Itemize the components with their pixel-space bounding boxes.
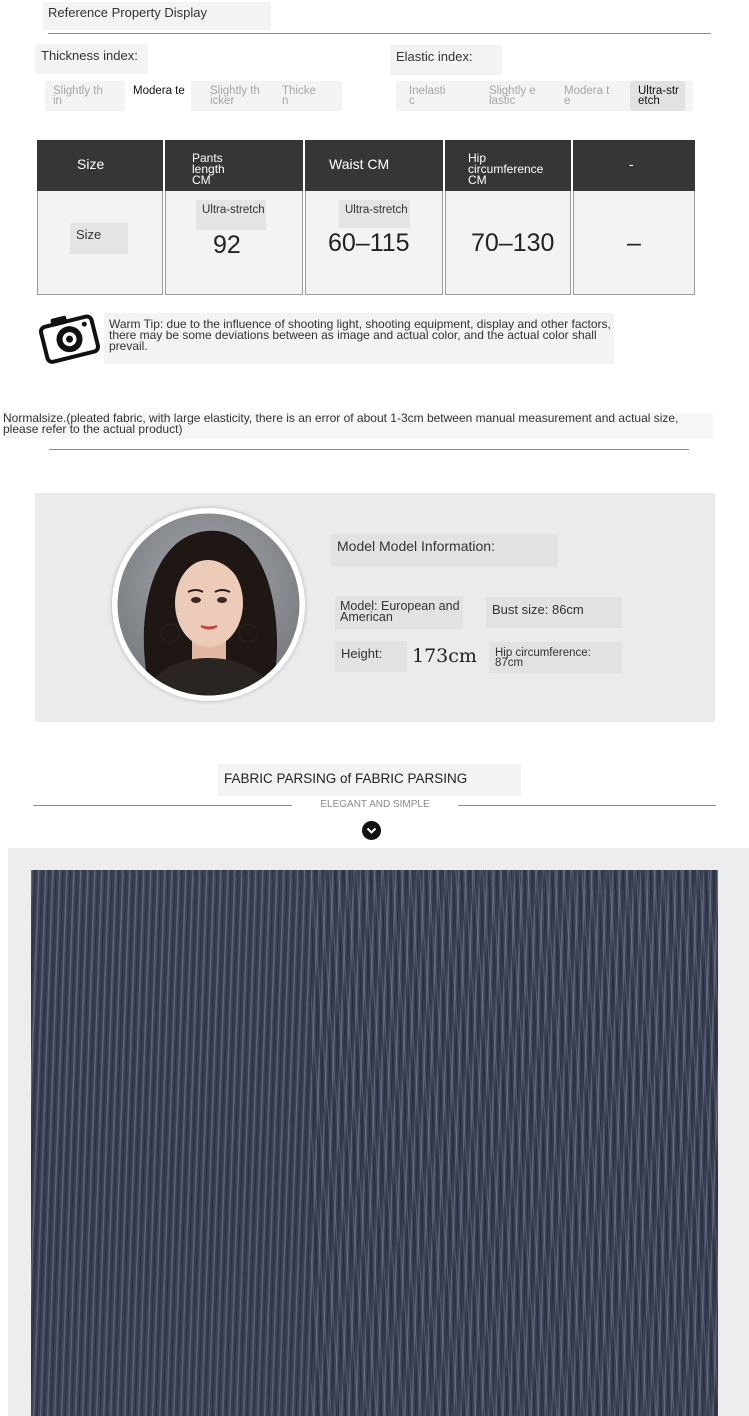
thickness-option-moderate: Modera te xyxy=(125,81,191,111)
cell-waist xyxy=(305,191,443,295)
waist-tag: Ultra-stretch xyxy=(339,200,410,228)
elastic-option-slightly-elastic: Slightly elastic xyxy=(489,85,536,107)
elastic-option-ultra-stretch: Ultra-stretch xyxy=(630,81,685,111)
fabric-image xyxy=(31,870,718,1416)
divider xyxy=(49,449,689,450)
hip-value: 70–130 xyxy=(471,229,555,257)
chevron-down-icon[interactable] xyxy=(362,821,381,840)
model-title: Model Model Information: xyxy=(331,534,558,567)
elastic-label: Elastic index: xyxy=(390,45,502,75)
thickness-label: Thickness index: xyxy=(35,44,148,74)
thickness-option-slightly-thin: Slightly thin xyxy=(53,85,103,107)
warm-tip: Warm Tip: due to the influence of shooting light, shooting equipment, display and other factors, there may be some deviations between as image and actual color, and the actual color shall prevail. xyxy=(104,313,614,364)
length-tag: Ultra-stretch xyxy=(196,200,266,230)
model-hip: Hip circumference: 87cm xyxy=(489,642,622,673)
header-extra: - xyxy=(573,140,695,191)
divider xyxy=(48,33,711,34)
size-table xyxy=(37,140,695,295)
waist-value: 60–115 xyxy=(328,229,410,257)
section-title: Reference Property Display xyxy=(43,2,271,30)
avatar xyxy=(112,508,305,701)
cell-size xyxy=(37,191,163,295)
divider xyxy=(33,805,292,806)
model-type: Model: European and American xyxy=(335,596,463,629)
header-pants-length: Pants length CM xyxy=(165,140,303,191)
size-value: Size xyxy=(70,223,128,254)
elastic-option-moderate: Modera te xyxy=(564,85,610,107)
camera-icon xyxy=(37,309,103,365)
header-waist: Waist CM xyxy=(305,140,443,191)
fabric-title: FABRIC PARSING of FABRIC PARSING xyxy=(218,764,521,796)
fabric-subtitle: ELEGANT AND SIMPLE xyxy=(320,799,430,810)
header-hip: Hip circumference CM xyxy=(445,140,571,191)
model-height-label: Height: xyxy=(335,641,407,672)
thickness-option-thicken: Thicke n xyxy=(282,85,316,107)
thickness-scale xyxy=(45,81,342,111)
model-height-value: 173cm xyxy=(412,645,477,667)
elastic-scale xyxy=(396,81,693,111)
cell-hip xyxy=(445,191,571,295)
cell-pants-length xyxy=(165,191,303,295)
divider xyxy=(458,805,716,806)
thickness-option-slightly-thicker: Slightly thicker xyxy=(210,85,260,107)
model-panel xyxy=(35,493,715,722)
elastic-option-inelastic: Inelasti c xyxy=(409,85,446,107)
length-value: 92 xyxy=(213,231,241,259)
size-note: Normalsize.(pleated fabric, with large elasticity, there is an error of about 1-3cm between manual measurement and actual size, please refer to the actual product) xyxy=(3,413,713,439)
fabric-panel xyxy=(8,848,749,1416)
cell-extra xyxy=(573,191,695,295)
extra-value: – xyxy=(627,229,641,257)
model-bust: Bust size: 86cm xyxy=(486,597,622,628)
header-size: Size xyxy=(37,140,163,191)
